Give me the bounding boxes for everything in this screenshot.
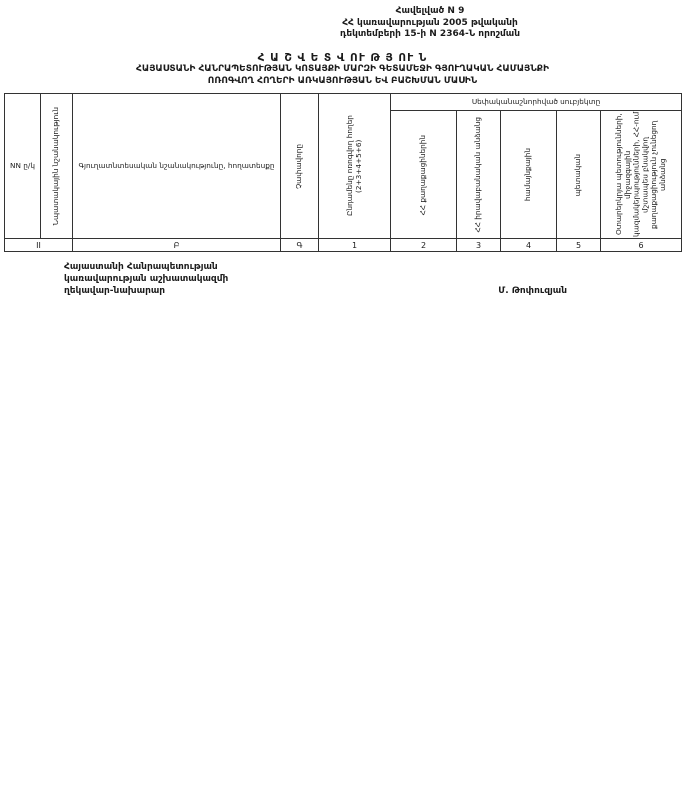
appendix-header xyxy=(252,6,608,41)
header-row-group xyxy=(5,94,682,111)
header-total-text: Ընդամենը ոռոգվող հողեր (2+3+4+5+6) xyxy=(344,115,363,217)
header-col-citizens xyxy=(391,111,457,239)
header-owners-group: Սեփականաշնորհված սուբյեկտը xyxy=(391,94,682,111)
signer-name: Մ. Թոփուզյան xyxy=(498,285,567,296)
index-cell: 6 xyxy=(601,239,682,252)
appendix-number: Հավելված N 9 xyxy=(395,6,465,16)
report-subtitle-1: ՀԱՅԱՍՏԱՆԻ ՀԱՆՐԱՊԵՏՈՒԹՅԱՆ ԿՈՏԱՅՔԻ ՄԱՐԶԻ ԳԵՏԱՄԵՋԻ ԳՅՈՒՂԱԿԱՆ ՀԱՄԱՅՆՔԻ xyxy=(136,64,549,74)
signer-title-line-1: Հայաստանի Հանրապետության xyxy=(64,262,218,273)
index-cell: 5 xyxy=(557,239,601,252)
header-col-foreign-text: Օտարերկրյա պետությունների, միջազգային կազմակերպությունների, ՀՀ-ում մշտապես բնակվող քաղաքացիություն չունեցող անձանց xyxy=(613,112,667,238)
header-purpose xyxy=(41,94,73,239)
index-cell: 3 xyxy=(457,239,501,252)
decree-line-1: ՀՀ կառավարության 2005 թվականի xyxy=(342,17,518,28)
irrigated-lands-table xyxy=(4,93,682,252)
header-total xyxy=(319,94,391,239)
header-unit-text: Չափավորը xyxy=(294,143,304,189)
index-cell: II xyxy=(5,239,73,252)
index-cell: Բ xyxy=(73,239,281,252)
header-col-legal-entities xyxy=(457,111,501,239)
index-cell: 4 xyxy=(501,239,557,252)
decree-line-2: դեկտեմբերի 15-ի N 2364-Ն որոշման xyxy=(339,29,521,40)
index-cell: Գ xyxy=(281,239,319,252)
header-col-state-text: պետական xyxy=(573,153,583,197)
header-description: Գյուղատնտեսական նշանակությունը, հողատեսքը xyxy=(73,94,281,239)
header-nn: NN ը/կ xyxy=(5,94,41,239)
report-subtitle-2: ՈՌՈԳՎՈՂ ՀՈՂԵՐԻ ԱՌԿԱՅՈՒԹՅԱՆ ԵՎ ԲԱՇԽՄԱՆ ՄԱՍԻՆ xyxy=(207,75,478,86)
signature-block xyxy=(0,252,685,297)
header-col-community xyxy=(501,111,557,239)
header-col-citizens-text: ՀՀ քաղաքացիներին xyxy=(418,134,428,216)
header-row-index xyxy=(5,239,682,252)
report-title: Հ Ա Շ Վ Ե Տ Վ ՈՒ Թ Յ ՈՒ Ն xyxy=(257,52,428,64)
header-unit xyxy=(281,94,319,239)
signer-title-line-3: ղեկավար-նախարար xyxy=(64,285,166,296)
header-col-state xyxy=(557,111,601,239)
signer-title-line-2: կառավարության աշխատակազմի xyxy=(64,274,229,285)
header-purpose-text: Նպատակային նշանակություն xyxy=(51,107,61,226)
header-col-legal-entities-text: ՀՀ իրավաբանական անձանց xyxy=(473,117,483,233)
index-cell: 2 xyxy=(391,239,457,252)
index-cell: 1 xyxy=(319,239,391,252)
header-col-foreign xyxy=(601,111,682,239)
signer-title xyxy=(64,262,228,297)
header-col-community-text: համայնքային xyxy=(523,148,533,202)
